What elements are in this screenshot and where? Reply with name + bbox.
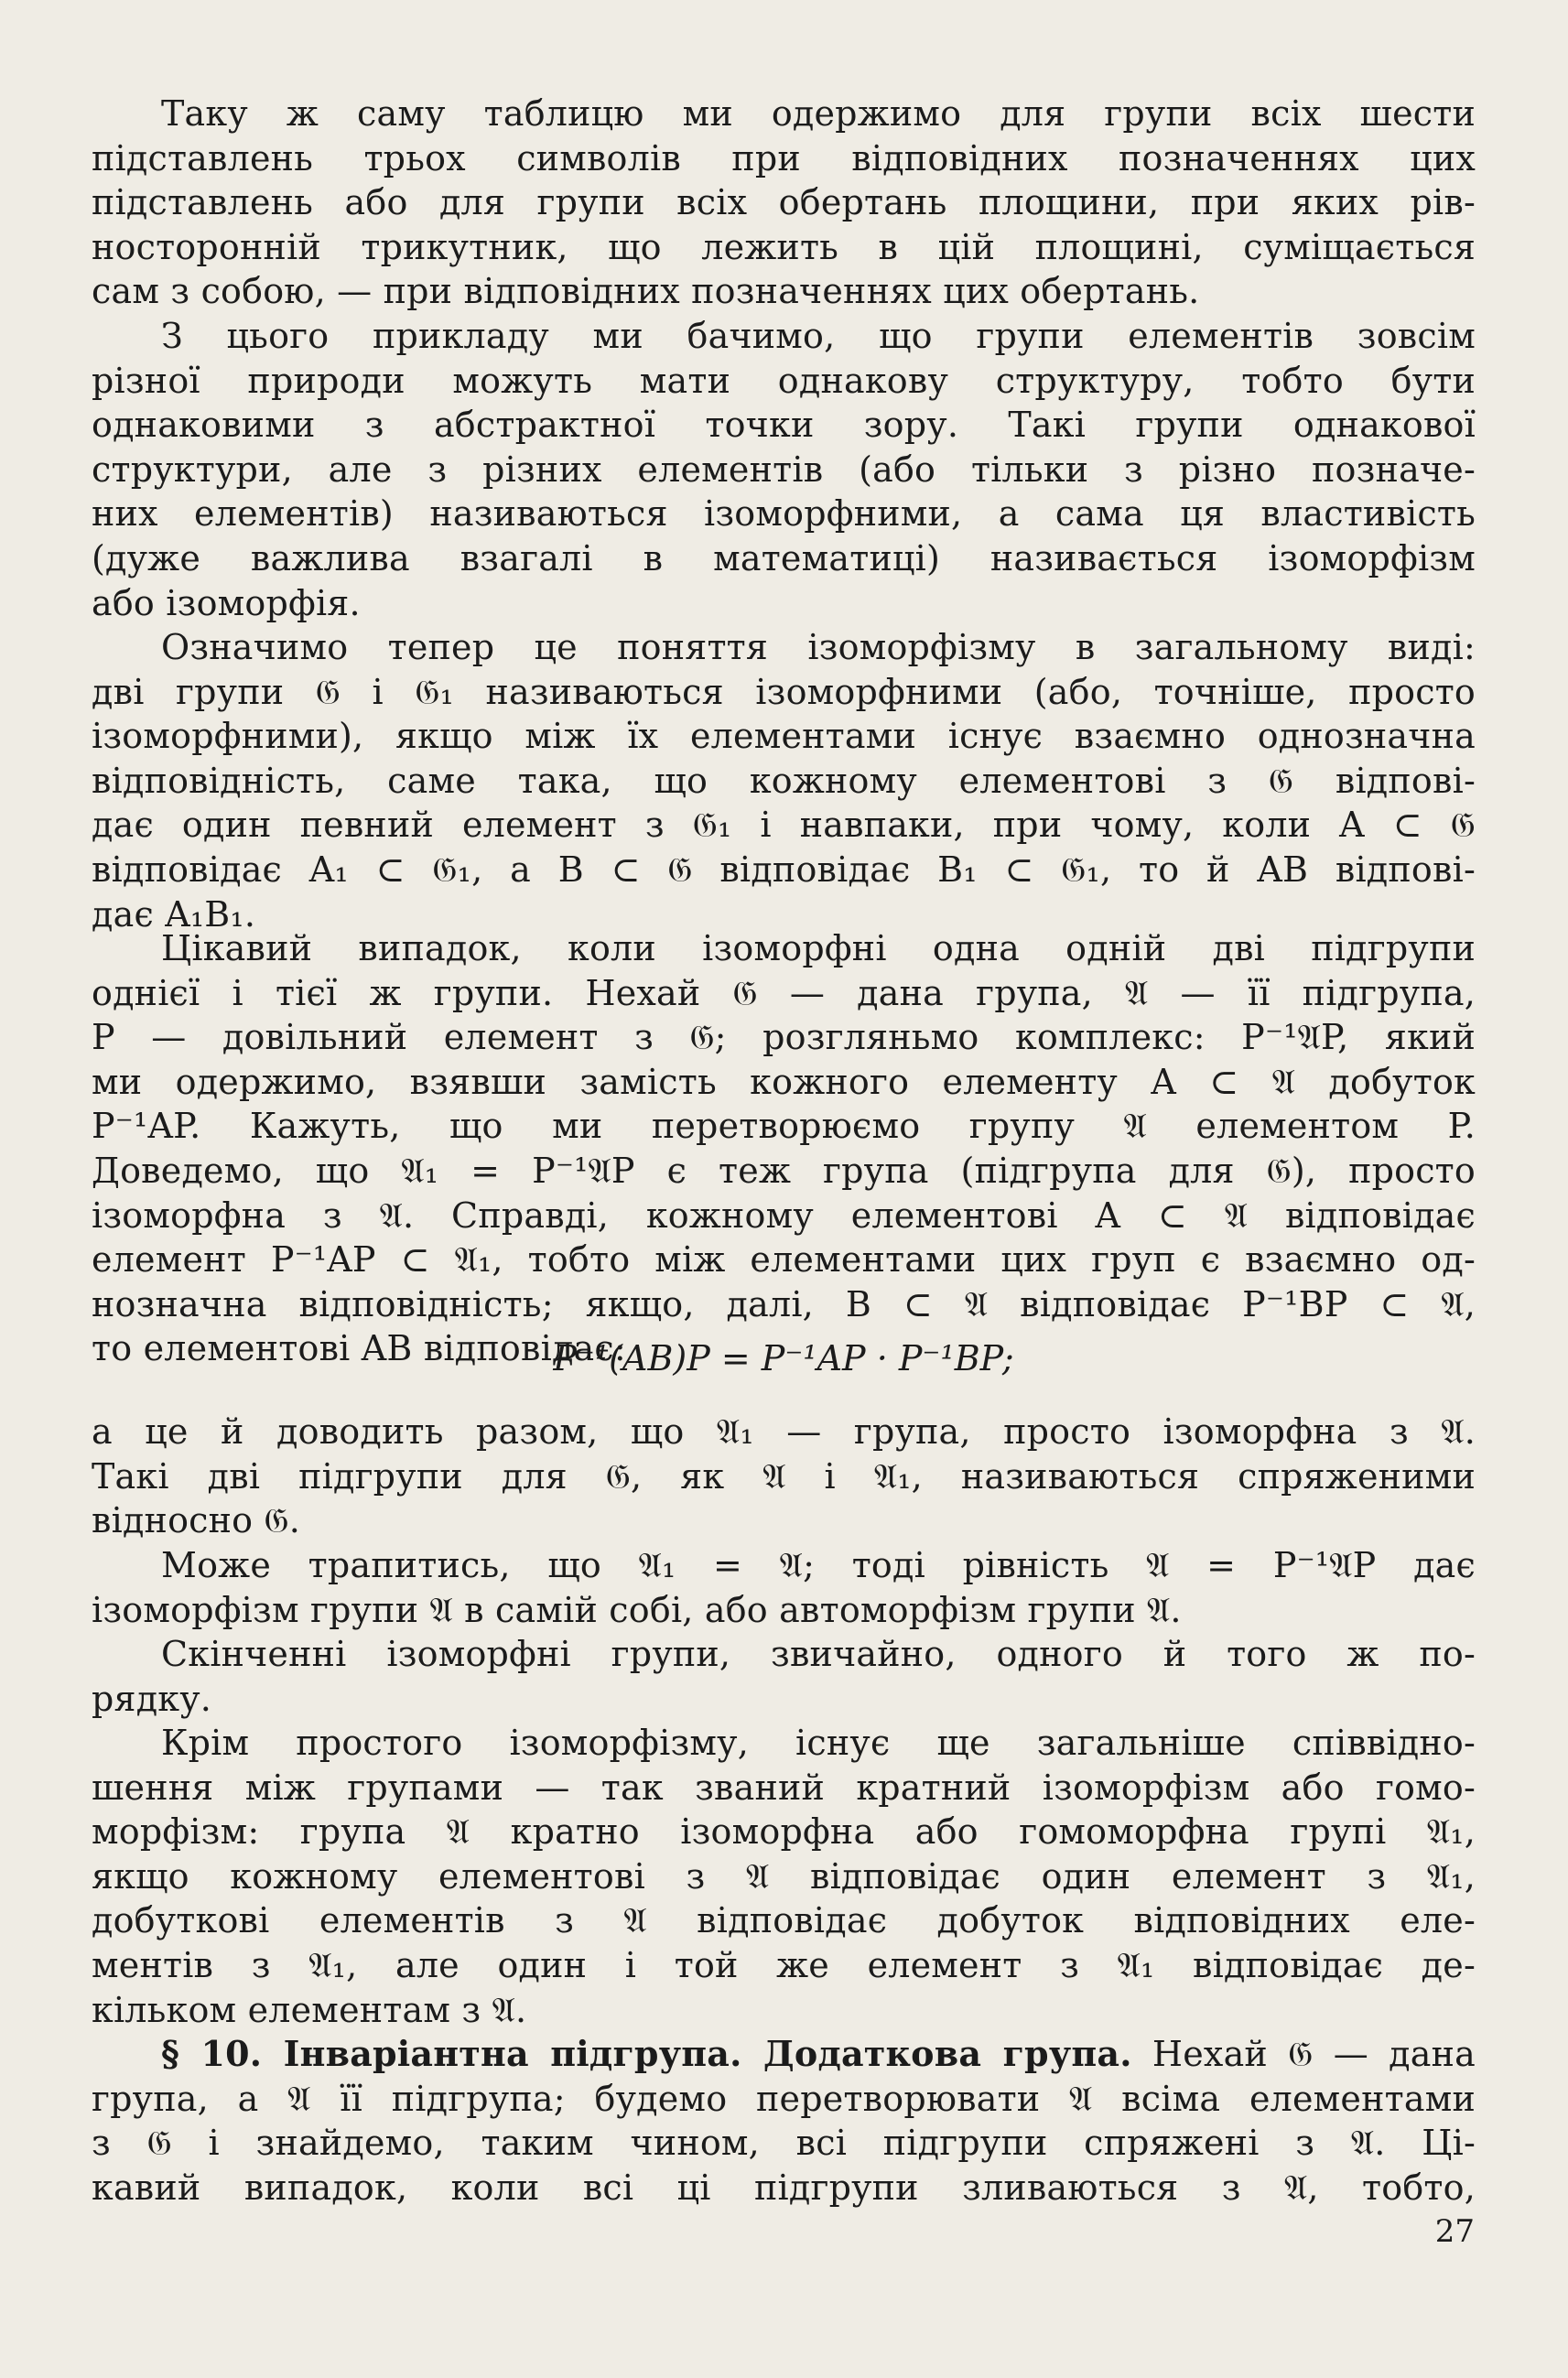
text-line: група, а 𝔄 її підгрупа; будемо перетворювати 𝔄 всіма елементами (92, 2078, 1476, 2119)
text-line: дві групи 𝔊 і 𝔊₁ називаються ізоморфними (або, точніше, просто (92, 671, 1476, 712)
text-line: однієї і тієї ж групи. Нехай 𝔊 — дана група, 𝔄 — її підгрупа, (92, 972, 1476, 1013)
text-line: ми одержимо, взявши замість кожного елементу A ⊂ 𝔄 добуток (92, 1061, 1476, 1102)
text-line: носторонній трикутник, що лежить в цій площині, суміщається (92, 226, 1476, 267)
text-line (92, 2032, 1476, 2077)
formula: P⁻¹(AB)P = P⁻¹AP · P⁻¹BP; (553, 1338, 1014, 1378)
text-line: З цього прикладу ми бачимо, що групи елементів зовсім (161, 316, 1476, 356)
text-line: Таку ж саму таблицю ми одержимо для групи всіх шести (161, 93, 1476, 134)
paragraph-1 (92, 92, 1476, 314)
text-line: а це й доводить разом, що 𝔄₁ — група, просто ізоморфна з 𝔄. (92, 1411, 1476, 1452)
text-line: підставлень трьох символів при відповідних позначеннях цих (92, 137, 1476, 178)
paragraph-7 (92, 1632, 1476, 1721)
text-line: ізоморфними), якщо між їх елементами існує взаємно однозначна (92, 716, 1476, 757)
text-line: морфізм: група 𝔄 кратно ізоморфна або гомоморфна групі 𝔄₁, (92, 1811, 1476, 1853)
paragraph-9 (92, 2032, 1476, 2210)
text-line: добуткові елементів з 𝔄 відповідає добуток відповідних еле- (92, 1900, 1476, 1941)
text-line: підставлень або для групи всіх обертань площини, при яких рів- (92, 182, 1476, 223)
text-line: дає A₁B₁. (92, 893, 256, 935)
text-line: нозначна відповідність; якщо, далі, B ⊂ 𝔄 відповідає P⁻¹BP ⊂ 𝔄, (92, 1283, 1476, 1324)
paragraph-8 (92, 1721, 1476, 2032)
text-line: елемент P⁻¹AP ⊂ 𝔄₁, тобто між елементами цих груп є взаємно од- (92, 1239, 1476, 1281)
paragraph-4 (92, 926, 1476, 1371)
text-line: Може трапитись, що 𝔄₁ = 𝔄; тоді рівність 𝔄 = P⁻¹𝔄P дає (161, 1545, 1476, 1585)
text-line: (дуже важлива взагалі в математиці) називається ізоморфізм (92, 537, 1476, 578)
text-line: однаковими з абстрактної точки зору. Такі групи однакової (92, 405, 1476, 446)
paragraph-3 (92, 625, 1476, 936)
text-line: Такі дві підгрупи для 𝔊, як 𝔄 і 𝔄₁, називаються спряженими (92, 1455, 1476, 1497)
page-number: 27 (1434, 2213, 1475, 2250)
text-line: якщо кожному елементові з 𝔄 відповідає один елемент з 𝔄₁, (92, 1855, 1476, 1897)
text-line: P⁻¹AP. Кажуть, що ми перетворюємо групу 𝔄 елементом P. (92, 1106, 1476, 1147)
text-line: шення між групами — так званий кратний ізоморфізм або гомо- (92, 1767, 1476, 1808)
text-line: відповідає A₁ ⊂ 𝔊₁, а B ⊂ 𝔊 відповідає B₁ ⊂ 𝔊₁, то й AB відпові- (92, 849, 1476, 890)
text-line: них елементів) називаються ізоморфними, а сама ця властивість (92, 493, 1476, 535)
text-line: або ізоморфія. (92, 582, 361, 623)
text-line: ізоморфна з 𝔄. Справді, кожному елементові A ⊂ 𝔄 відповідає (92, 1194, 1476, 1236)
text-line: Означимо тепер це поняття ізоморфізму в загальному виді: (161, 627, 1476, 667)
text-line: Доведемо, що 𝔄₁ = P⁻¹𝔄P є теж група (підгрупа для 𝔊), просто (92, 1150, 1476, 1191)
text-line: P — довільний елемент з 𝔊; розгляньмо комплекс: P⁻¹𝔄P, який (92, 1017, 1476, 1058)
text-line: Крім простого ізоморфізму, існує ще загальніше співвідно- (161, 1723, 1476, 1763)
text-line: сам з собою, — при відповідних позначеннях цих обертань. (92, 271, 1200, 312)
text-line: з 𝔊 і знайдемо, таким чином, всі підгрупи спряжені з 𝔄. Ці- (92, 2123, 1476, 2164)
text-line: Скінченні ізоморфні групи, звичайно, одного й того ж по- (161, 1634, 1476, 1674)
text-run: Нехай 𝔊 — дана (1152, 2034, 1476, 2074)
paragraph-2 (92, 314, 1476, 625)
text-line: то елементові AB відповідає: (92, 1328, 626, 1369)
text-line: відповідність, саме така, що кожному елементові з 𝔊 відпові- (92, 760, 1476, 801)
paragraph-6 (92, 1543, 1476, 1632)
text-line: Цікавий випадок, коли ізоморфні одна одній дві підгрупи (161, 928, 1476, 968)
section-heading: § 10. Інваріантна підгрупа. Додаткова група. (161, 2033, 1132, 2074)
text-line: кавий випадок, коли всі ці підгрупи зливаються з 𝔄, тобто, (92, 2167, 1476, 2208)
text-line: ментів з 𝔄₁, але один і той же елемент з 𝔄₁ відповідає де- (92, 1944, 1476, 1985)
text-line: різної природи можуть мати однакову структуру, тобто бути (92, 360, 1476, 401)
text-line: відносно 𝔊. (92, 1500, 301, 1541)
text-line: кільком елементам з 𝔄. (92, 1989, 527, 2030)
text-line: рядку. (92, 1678, 212, 1719)
text-line: ізоморфізм групи 𝔄 в самій собі, або автоморфізм групи 𝔄. (92, 1589, 1182, 1630)
text-line: структури, але з різних елементів (або тільки з різно позначе- (92, 449, 1476, 490)
text-line: дає один певний елемент з 𝔊₁ і навпаки, при чому, коли A ⊂ 𝔊 (92, 805, 1476, 846)
paragraph-5 (92, 1410, 1476, 1543)
